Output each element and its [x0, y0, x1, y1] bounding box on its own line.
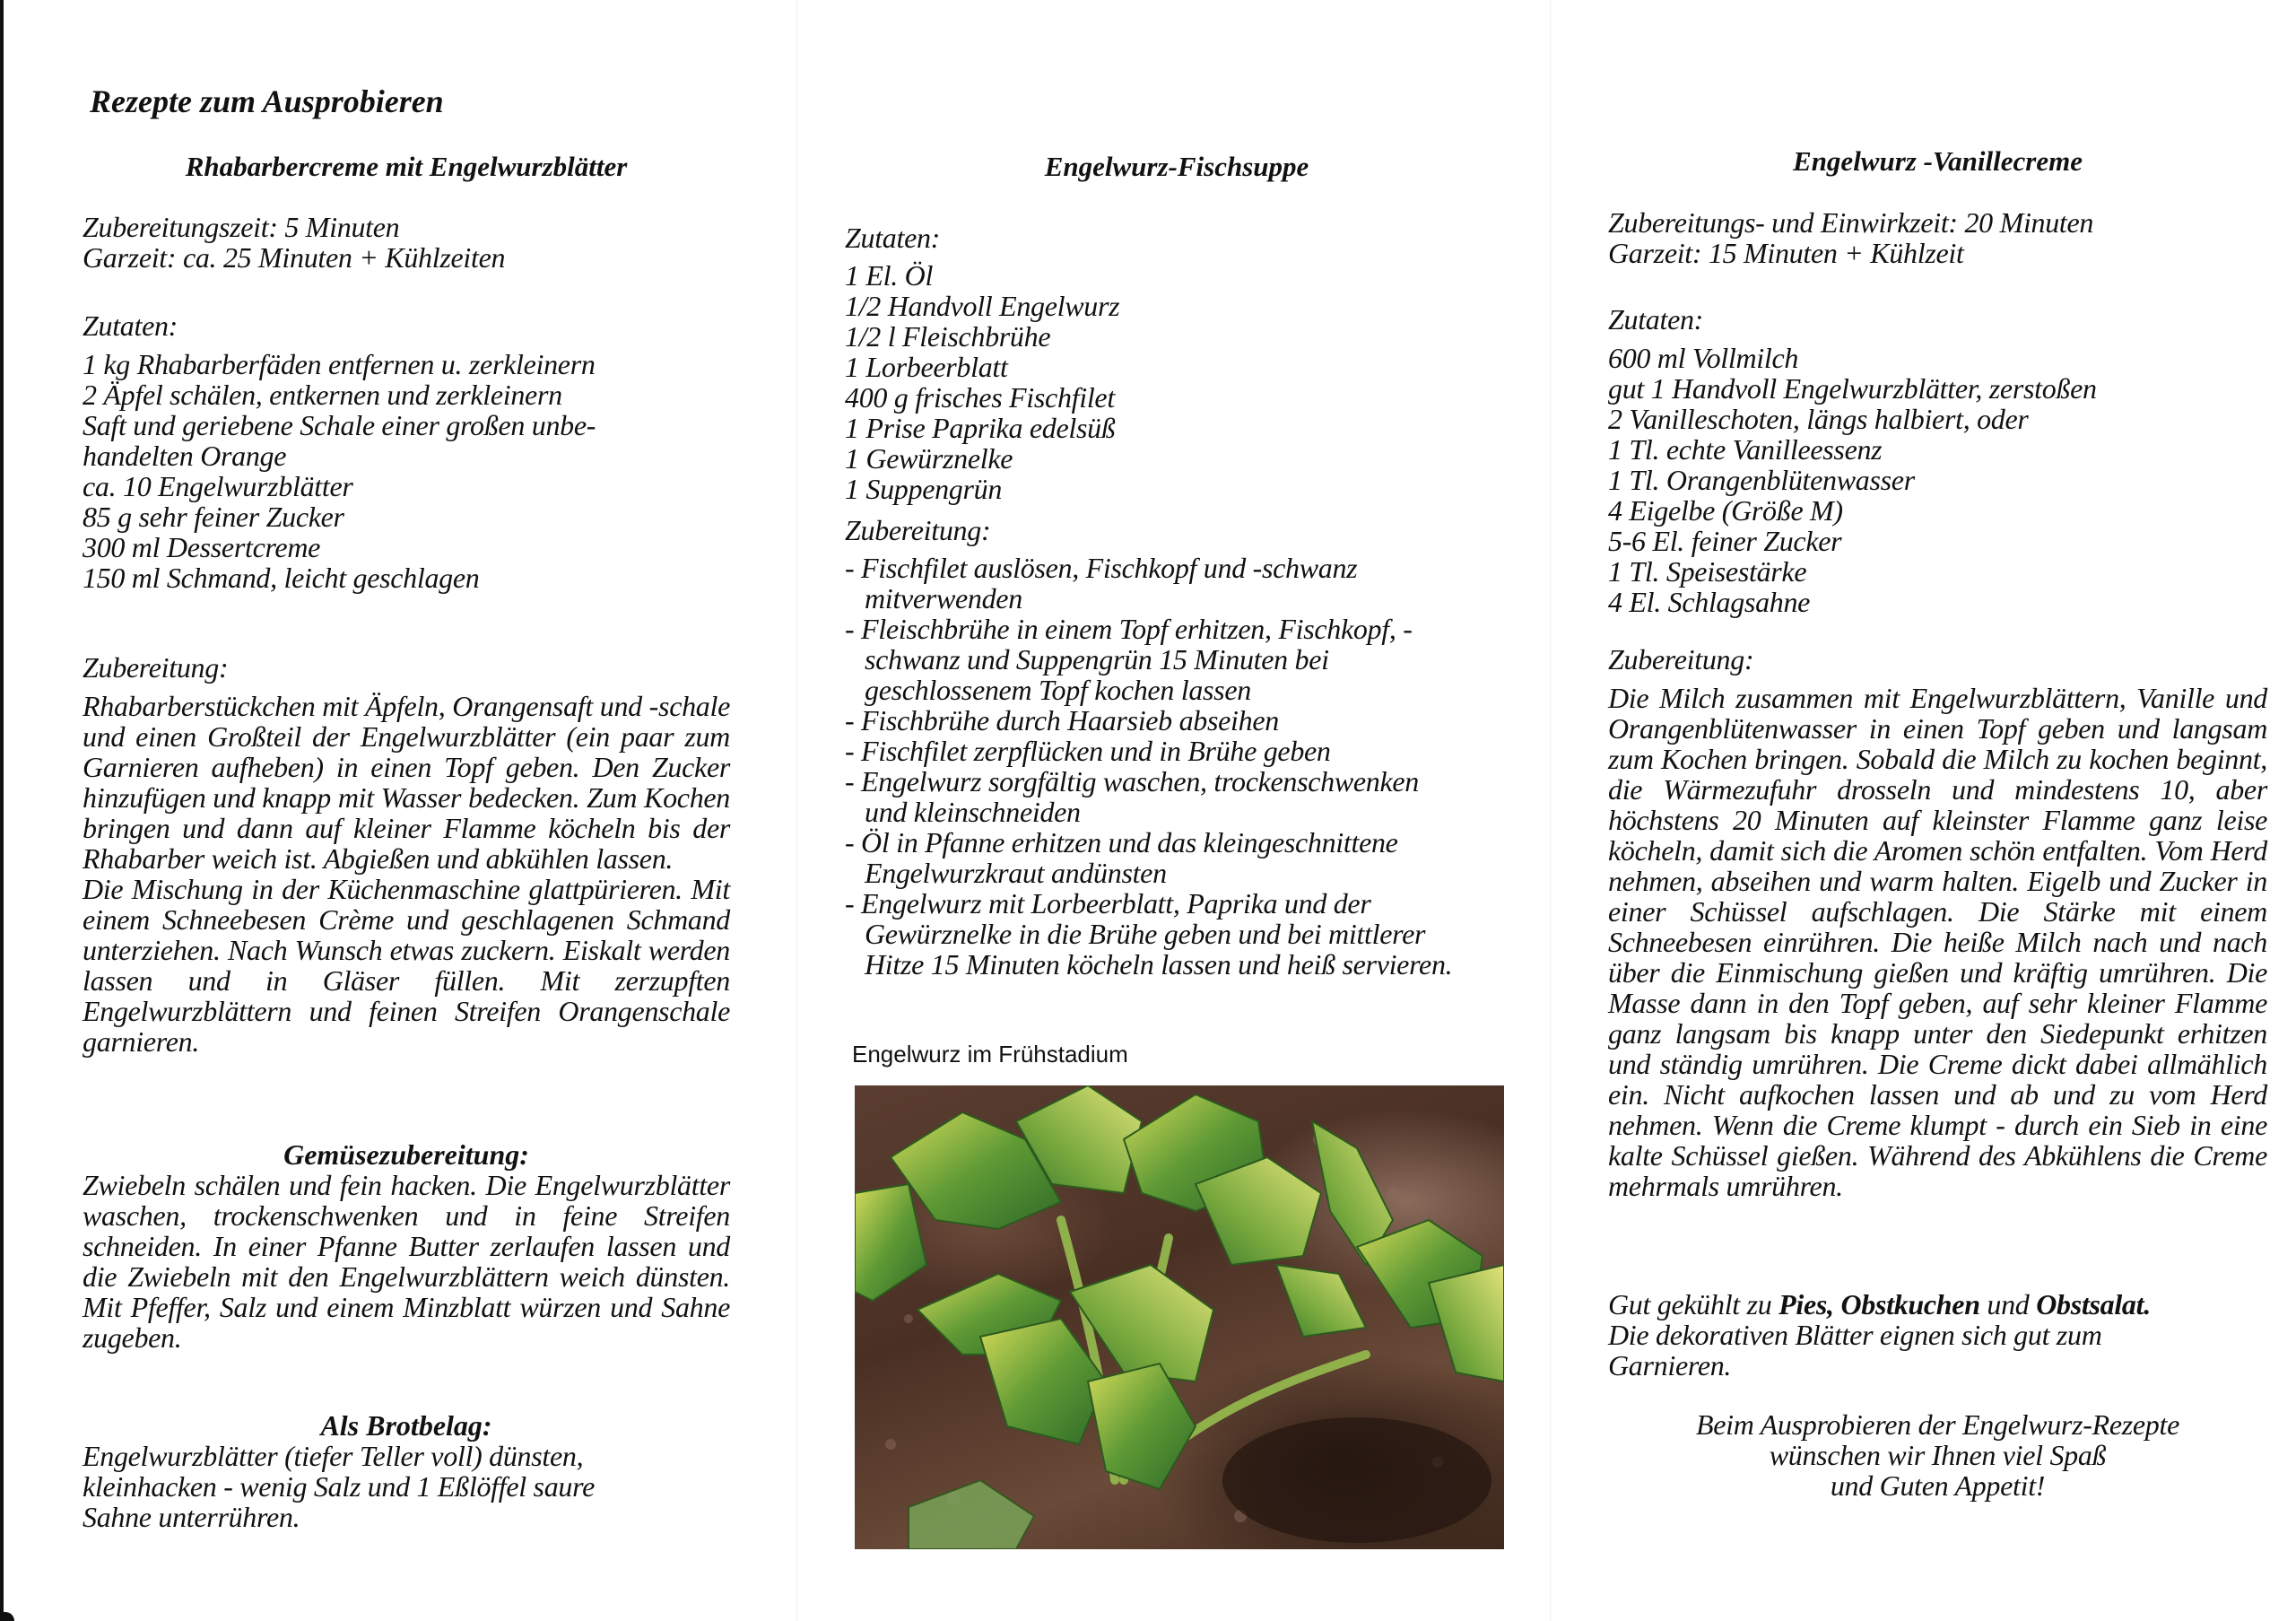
ingredient: 85 g sehr feiner Zucker [83, 501, 344, 533]
ingredient: 5-6 El. feiner Zucker [1608, 525, 1842, 557]
ingredient: 1 kg Rhabarberfäden entfernen u. zerkleinern [83, 348, 596, 380]
cook-time: Garzeit: ca. 25 Minuten + Kühlzeiten [83, 241, 506, 274]
ingredient: 1 El. Öl [845, 259, 934, 292]
closing-line: Beim Ausprobieren der Engelwurz-Rezepte [1695, 1408, 2179, 1441]
serving-highlight: Obstsalat. [2036, 1288, 2151, 1320]
scan-border-left [0, 0, 4, 1621]
ingredient: gut 1 Handvoll Engelwurzblätter, zerstoßen [1608, 372, 2097, 405]
preparation-label: Zubereitung: [83, 651, 229, 684]
ingredient: handelten Orange [83, 440, 287, 472]
step: - Fischbrühe durch Haarsieb abseihen [845, 704, 1279, 736]
serving-highlight: Pies, Obstkuchen [1779, 1288, 1980, 1320]
scan-border-corner [0, 1612, 14, 1621]
ingredient: 1 Gewürznelke [845, 442, 1013, 475]
ingredients-label: Zutaten: [845, 222, 941, 254]
ingredient: 1/2 Handvoll Engelwurz [845, 290, 1120, 322]
closing-line: und Guten Appetit! [1830, 1469, 2046, 1502]
vegetable-heading: Gemüsezubereitung: [283, 1138, 529, 1171]
ingredients-label: Zutaten: [83, 309, 178, 342]
serving-text: Gut gekühlt zu [1608, 1288, 1779, 1320]
ingredients-list [1608, 343, 2097, 617]
cook-time: Garzeit: 15 Minuten + Kühlzeit [1608, 237, 1964, 269]
angelica-photo [855, 1085, 1504, 1549]
ingredient: 1 Tl. echte Vanilleessenz [1608, 433, 1883, 466]
fold-line-left [796, 0, 797, 1621]
ingredient: 400 g frisches Fischfilet [845, 381, 1115, 414]
page-title: Rezepte zum Ausprobieren [90, 83, 444, 119]
recipe-times [83, 212, 505, 273]
ingredients-list [83, 349, 596, 593]
step: - Engelwurz mit Lorbeerblatt, Paprika und der Gewürznelke in die Brühe geben und bei mittlerer Hitze 15 Minuten köcheln lassen und heiß servieren. [845, 887, 1453, 980]
closing-line: wünschen wir Ihnen viel Spaß [1769, 1439, 2107, 1471]
bread-heading: Als Brotbelag: [320, 1409, 492, 1442]
ingredient: 1 Tl. Speisestärke [1608, 555, 1807, 588]
fold-line-right [1550, 0, 1551, 1621]
ingredients-list [845, 260, 1119, 504]
ingredient: 4 El. Schlagsahne [1608, 586, 1811, 618]
ingredient: 1 Suppengrün [845, 473, 1003, 505]
plant-illustration [855, 1085, 1504, 1549]
ingredients-label: Zutaten: [1608, 303, 1704, 336]
step: - Engelwurz sorgfältig waschen, trockenschwenken und kleinschneiden [845, 765, 1420, 828]
ingredient: 1 Tl. Orangenblütenwasser [1608, 464, 1915, 496]
garnish-note [1608, 1320, 2102, 1381]
bread-line: kleinhacken - wenig Salz und 1 Eßlöffel saure [83, 1470, 595, 1503]
garnish-line: Garnieren. [1608, 1349, 1732, 1381]
bread-text [83, 1441, 595, 1532]
preparation-steps [845, 553, 1464, 980]
step: - Fleischbrühe in einem Topf erhitzen, Fischkopf, -schwanz und Suppengrün 15 Minuten bei geschlossenem Topf kochen lassen [845, 613, 1413, 706]
ingredient: ca. 10 Engelwurzblätter [83, 470, 353, 502]
ingredient: 4 Eigelbe (Größe M) [1608, 494, 1843, 527]
bread-line: Engelwurzblätter (tiefer Teller voll) dünsten, [83, 1440, 584, 1472]
recipe-title: Engelwurz -Vanillecreme [1793, 145, 2083, 177]
serving-text: und [1979, 1288, 2037, 1320]
ingredient: 1 Prise Paprika edelsüß [845, 412, 1116, 444]
ingredient: Saft und geriebene Schale einer großen unbe- [83, 409, 596, 441]
closing-wish [1608, 1409, 2267, 1501]
bread-line: Sahne unterrühren. [83, 1501, 300, 1533]
ingredient: 2 Äpfel schälen, entkernen und zerkleinern [83, 379, 562, 411]
garnish-line: Die dekorativen Blätter eignen sich gut zum [1608, 1319, 2102, 1351]
recipe-times [1608, 207, 2093, 268]
step: - Öl in Pfanne erhitzen und das kleingeschnittene Engelwurzkraut andünsten [845, 826, 1398, 889]
ingredient: 600 ml Vollmilch [1608, 342, 1799, 374]
preparation-text [83, 691, 730, 1057]
preparation-text: Die Milch zusammen mit Engelwurzblättern, Vanille und Orangenblütenwasser in einen Topf geben und langsam zum Kochen bringen. Sobald die Milch zu kochen beginnt, die Wärmezufuhr drosseln und mindestens 10, aber höchstens 20 Minuten auf kleinster Flamme ganz leise köcheln, damit sich die Aromen schön entfalten. Vom Herd nehmen, abseihen und warm halten. Eigelb und Zucker in einer Schüssel aufschlagen. Die Stärke mit einem Schneebesen einrühren. Die heiße Milch nach und nach über die Einmischung gießen und kräftig umrühren. Die Masse dann in den Topf geben, auf sehr kleiner Flamme ganz langsam bis knapp unter den Siedepunkt erhitzen und ständig umrühren. Die Creme dickt dabei allmählich ein. Nicht aufkochen lassen und ab und zu vom Herd nehmen. Wenn die Creme klumpt - durch ein Sieb in eine kalte Schüssel gießen. Während des Abkühlens die Creme mehrmals umrühren. [1608, 682, 2267, 1202]
preparation-paragraph: Die Mischung in der Küchenmaschine glattpürieren. Mit einem Schneebesen Crème und geschlagenen Schmand unterziehen. Nach Wunsch etwas zuckern. Eiskalt werden lassen und in Gläser füllen. Mit zerzupften Engelwurzblättern und feinen Streifen Orangenschale garnieren. [83, 873, 730, 1058]
prep-time: Zubereitungszeit: 5 Minuten [83, 211, 400, 243]
step: - Fischfilet auslösen, Fischkopf und -schwanz mitverwenden [845, 552, 1358, 614]
ingredient: 300 ml Dessertcreme [83, 531, 321, 563]
ingredient: 150 ml Schmand, leicht geschlagen [83, 562, 480, 594]
ingredient: 2 Vanilleschoten, längs halbiert, oder [1608, 403, 2029, 435]
ingredient: 1 Lorbeerblatt [845, 351, 1008, 383]
ingredient: 1/2 l Fleischbrühe [845, 320, 1051, 353]
step: - Fischfilet zerpflücken und in Brühe geben [845, 735, 1331, 767]
serving-suggestion [1608, 1289, 2151, 1320]
vegetable-text: Zwiebeln schälen und fein hacken. Die Engelwurzblätter waschen, trockenschwenken und in feine Streifen schneiden. In einer Pfanne Butter zerlaufen lassen und die Zwiebeln mit den Engelwurzblättern weich dünsten. Mit Pfeffer, Salz und einem Minzblatt würzen und Sahne zugeben. [83, 1169, 730, 1354]
photo-caption: Engelwurz im Frühstadium [852, 1041, 1128, 1068]
prep-time: Zubereitungs- und Einwirkzeit: 20 Minuten [1608, 206, 2094, 239]
recipe-title: Rhabarbercreme mit Engelwurzblätter [185, 151, 628, 182]
preparation-label: Zubereitung: [845, 514, 991, 546]
recipe-title: Engelwurz-Fischsuppe [1044, 151, 1309, 182]
preparation-paragraph: Rhabarberstückchen mit Äpfeln, Orangensaft und -schale und einen Großteil der Engelwurzblätter (ein paar zum Garnieren aufheben) in einen Topf geben. Den Zucker hinzufügen und knapp mit Wasser bedecken. Zum Kochen bringen und dann auf kleiner Flamme köcheln bis der Rhabarber weich ist. Abgießen und abkühlen lassen. [83, 690, 730, 875]
preparation-label: Zubereitung: [1608, 643, 1754, 675]
